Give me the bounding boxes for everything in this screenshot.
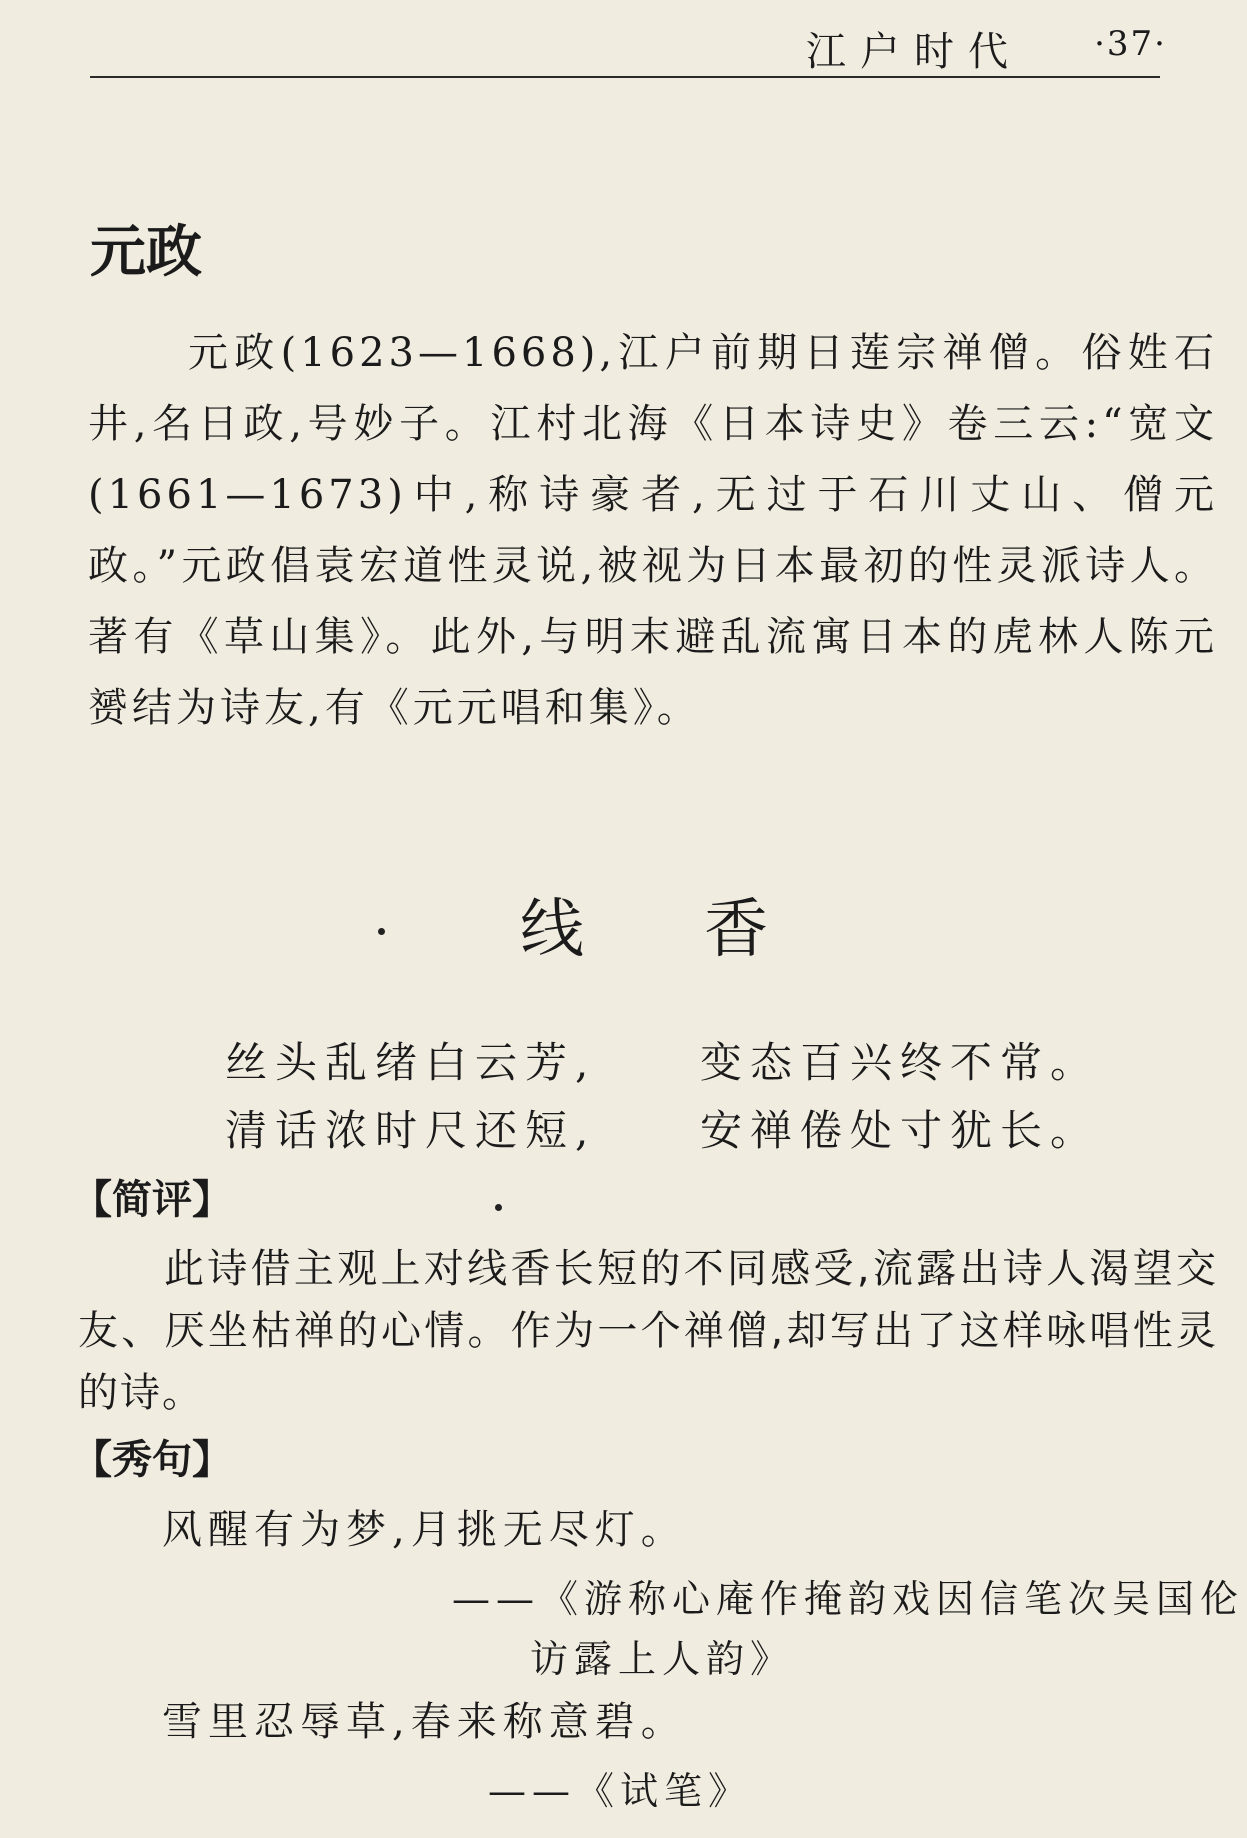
- highlight-source: ——《试笔》: [488, 1769, 753, 1813]
- running-header-title: 江户时代: [806, 29, 1022, 75]
- running-header: [0, 8, 1247, 78]
- header-divider: [90, 76, 1160, 78]
- print-speck: [378, 928, 385, 935]
- poem-line: 清话浓时尺还短,: [225, 1106, 597, 1155]
- poem-line: 变态百兴终不常。: [700, 1038, 1101, 1087]
- poem-title: 线香: [520, 893, 888, 967]
- poem-couplet: [225, 1030, 1100, 1098]
- biography-text: 元政(1623—1668),江户前期日莲宗禅僧。俗姓石井,名日政,号妙子。江村北海《日本诗史》卷三云:“宽文(1661—1673)中,称诗豪者,无过于石川丈山、僧元政。”元政倡袁宏道性灵说,被视为日本最初的性灵派诗人。著有《草山集》。此外,与明末避乱流寓日本的虎林人陈元赟结为诗友,有《元元唱和集》。: [88, 330, 1218, 731]
- highlights-label: 【秀句】: [72, 1437, 232, 1483]
- poem-line: 安禅倦处寸犹长。: [700, 1106, 1101, 1155]
- poem-body: [225, 1030, 1100, 1166]
- entry-heading: 元政: [90, 220, 202, 285]
- page-number: ·37·: [1094, 24, 1167, 64]
- commentary-text: 此诗借主观上对线香长短的不同感受,流露出诗人渴望交友、厌坐枯禅的心情。作为一个禅僧,却写出了这样咏唱性灵的诗。: [78, 1246, 1218, 1416]
- print-speck: [495, 1204, 502, 1211]
- highlight-quote: 风醒有为梦,月挑无尽灯。: [162, 1507, 687, 1553]
- highlight-source: 访露上人韵》: [530, 1637, 795, 1681]
- biography-paragraph: [88, 318, 1218, 744]
- poem-couplet: [225, 1098, 1100, 1166]
- poem-line: 丝头乱绪白云芳,: [225, 1038, 597, 1087]
- highlight-source: ——《游称心庵作掩韵戏因信笔次吴国伦: [452, 1577, 1245, 1621]
- highlight-quote: 雪里忍辱草,春来称意碧。: [162, 1699, 687, 1745]
- commentary-label: 【简评】: [72, 1177, 232, 1223]
